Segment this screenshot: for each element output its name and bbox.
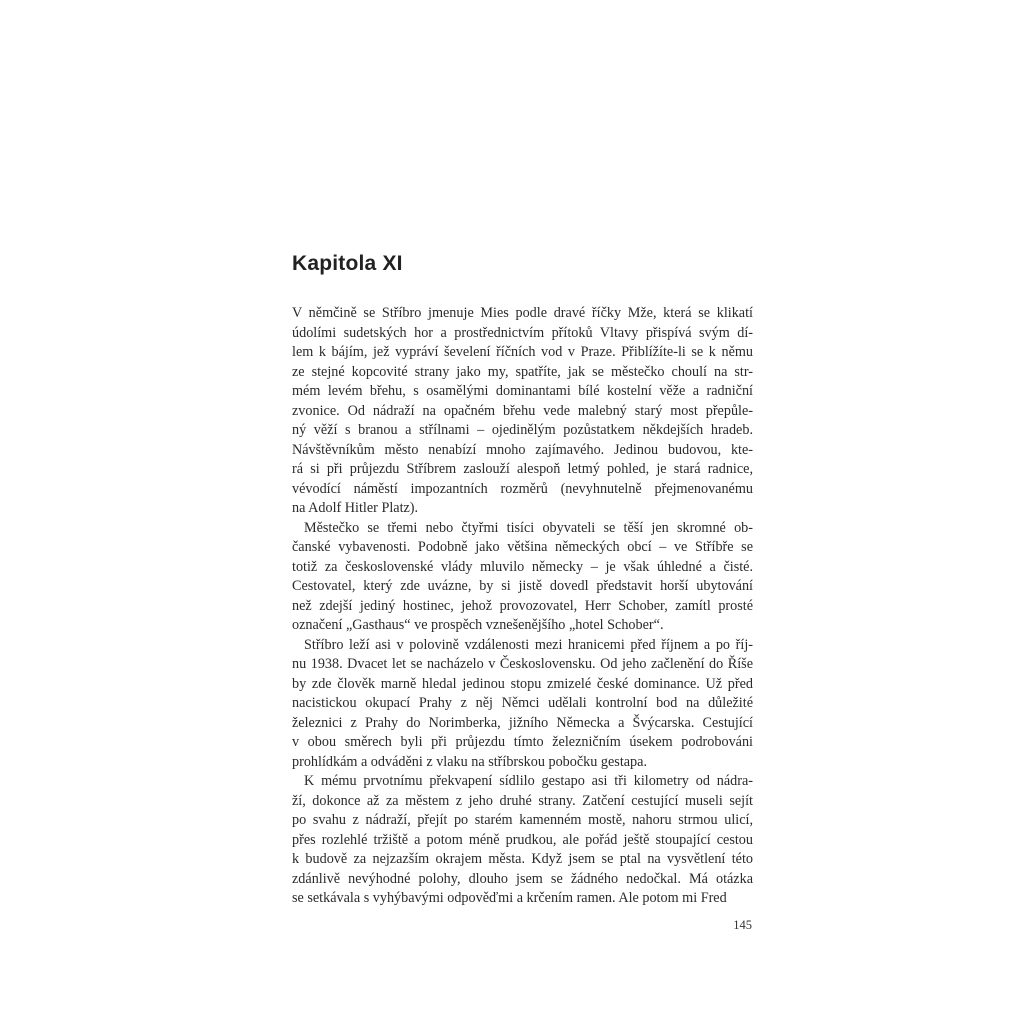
text-line: vévodící náměstí impozantních rozměrů (nevyhnutelně přejmenovanému <box>292 480 753 497</box>
text-line: po svahu z nádraží, přejít po starém kamenném mostě, nahoru strmou ulicí, <box>292 812 753 828</box>
text-line: by zde člověk marně hledal jedinou stopu zmizelé české dominance. Už před <box>292 675 753 692</box>
paragraph <box>292 772 753 909</box>
text-line: Stříbro leží asi v polovině vzdálenosti mezi hranicemi před říjnem a po říj- <box>304 636 753 653</box>
text-line: přes rozlehlé tržiště a potom méně prudkou, ale pořád ještě stoupající cestou <box>292 831 753 848</box>
text-line: totiž za československé vlády mluvilo německy – je však úhledné a čisté. <box>292 558 753 575</box>
text-line: než zdejší jediný hostinec, jehož provozovatel, Herr Schober, zamítl prosté <box>292 597 753 614</box>
text-line: mém levém břehu, s osamělými dominantami bílé kostelní věže a radniční <box>292 383 753 399</box>
text-line: K mému prvotnímu překvapení sídlilo gestapo asi tři kilometry od nádra- <box>304 773 753 789</box>
text-line: na Adolf Hitler Platz). <box>292 500 419 516</box>
text-line: nu 1938. Dvacet let se nacházelo v Československu. Od jeho začlenění do Říše <box>292 656 753 672</box>
text-line: ný věží s branou a střílnami – ojedinělým pozůstatkem někdejších hradeb. <box>292 422 753 438</box>
text-line: nacistickou okupací Prahy z něj Němci udělali kontrolní bod na důležité <box>292 695 753 711</box>
chapter-body <box>292 304 753 909</box>
text-line: ze stejné kopcovité strany jako my, spatříte, jak se městečko choulí na str- <box>292 363 753 380</box>
text-line: Návštěvníkům město nenabízí mnoho zajímavého. Jedinou budovou, kte- <box>292 441 753 458</box>
text-line: se setkávala s vyhýbavými odpověďmi a krčením ramen. Ale potom mi Fred <box>292 890 727 906</box>
text-line: rá si při průjezdu Stříbrem zaslouží alespoň letmý pohled, je stará radnice, <box>292 461 753 477</box>
text-line: zvonice. Od nádraží na opačném břehu vede malebný starý most přepůle- <box>292 402 753 419</box>
text-line: lem k bájím, jež vypráví ševelení říčních vod v Praze. Přiblížíte-li se k němu <box>292 344 753 360</box>
text-line: označení „Gasthaus“ ve prospěch vznešenějšího „hotel Schober“. <box>292 617 664 633</box>
paragraph <box>292 636 753 773</box>
text-line: V němčině se Stříbro jmenuje Mies podle dravé říčky Mže, která se klikatí <box>292 305 753 321</box>
text-line: Cestovatel, který zde uvázne, by si jistě dovedl představit horší ubytování <box>292 578 753 594</box>
text-line: v obou směrech byli při průjezdu tímto železničním úsekem podrobováni <box>292 734 753 750</box>
paragraph <box>292 519 753 636</box>
text-line: prohlídkám a odváděni z vlaku na stříbrskou pobočku gestapa. <box>292 753 647 770</box>
chapter-title: Kapitola XI <box>292 252 403 275</box>
text-line: čanské vybavenosti. Podobně jako většina německých obcí – ve Stříbře se <box>292 539 753 555</box>
text-line: ží, dokonce až za městem z jeho druhé strany. Zatčení cestující museli sejít <box>292 792 753 809</box>
page-number: 145 <box>733 918 752 932</box>
paragraph <box>292 304 753 519</box>
text-line: železnici z Prahy do Norimberka, jižního Německa a Švýcarska. Cestující <box>292 714 753 731</box>
text-line: Městečko se třemi nebo čtyřmi tisíci obyvateli se těší jen skromné ob- <box>304 519 753 536</box>
text-line: k budově za nejzazším okrajem města. Když jsem se ptal na vysvětlení této <box>292 851 753 867</box>
text-line: údolími sudetských hor a prostřednictvím přítoků Vltavy přispívá svým dí- <box>292 324 753 341</box>
text-line: zdánlivě nevýhodné polohy, dlouho jsem se žádného nedočkal. Má otázka <box>292 870 753 887</box>
